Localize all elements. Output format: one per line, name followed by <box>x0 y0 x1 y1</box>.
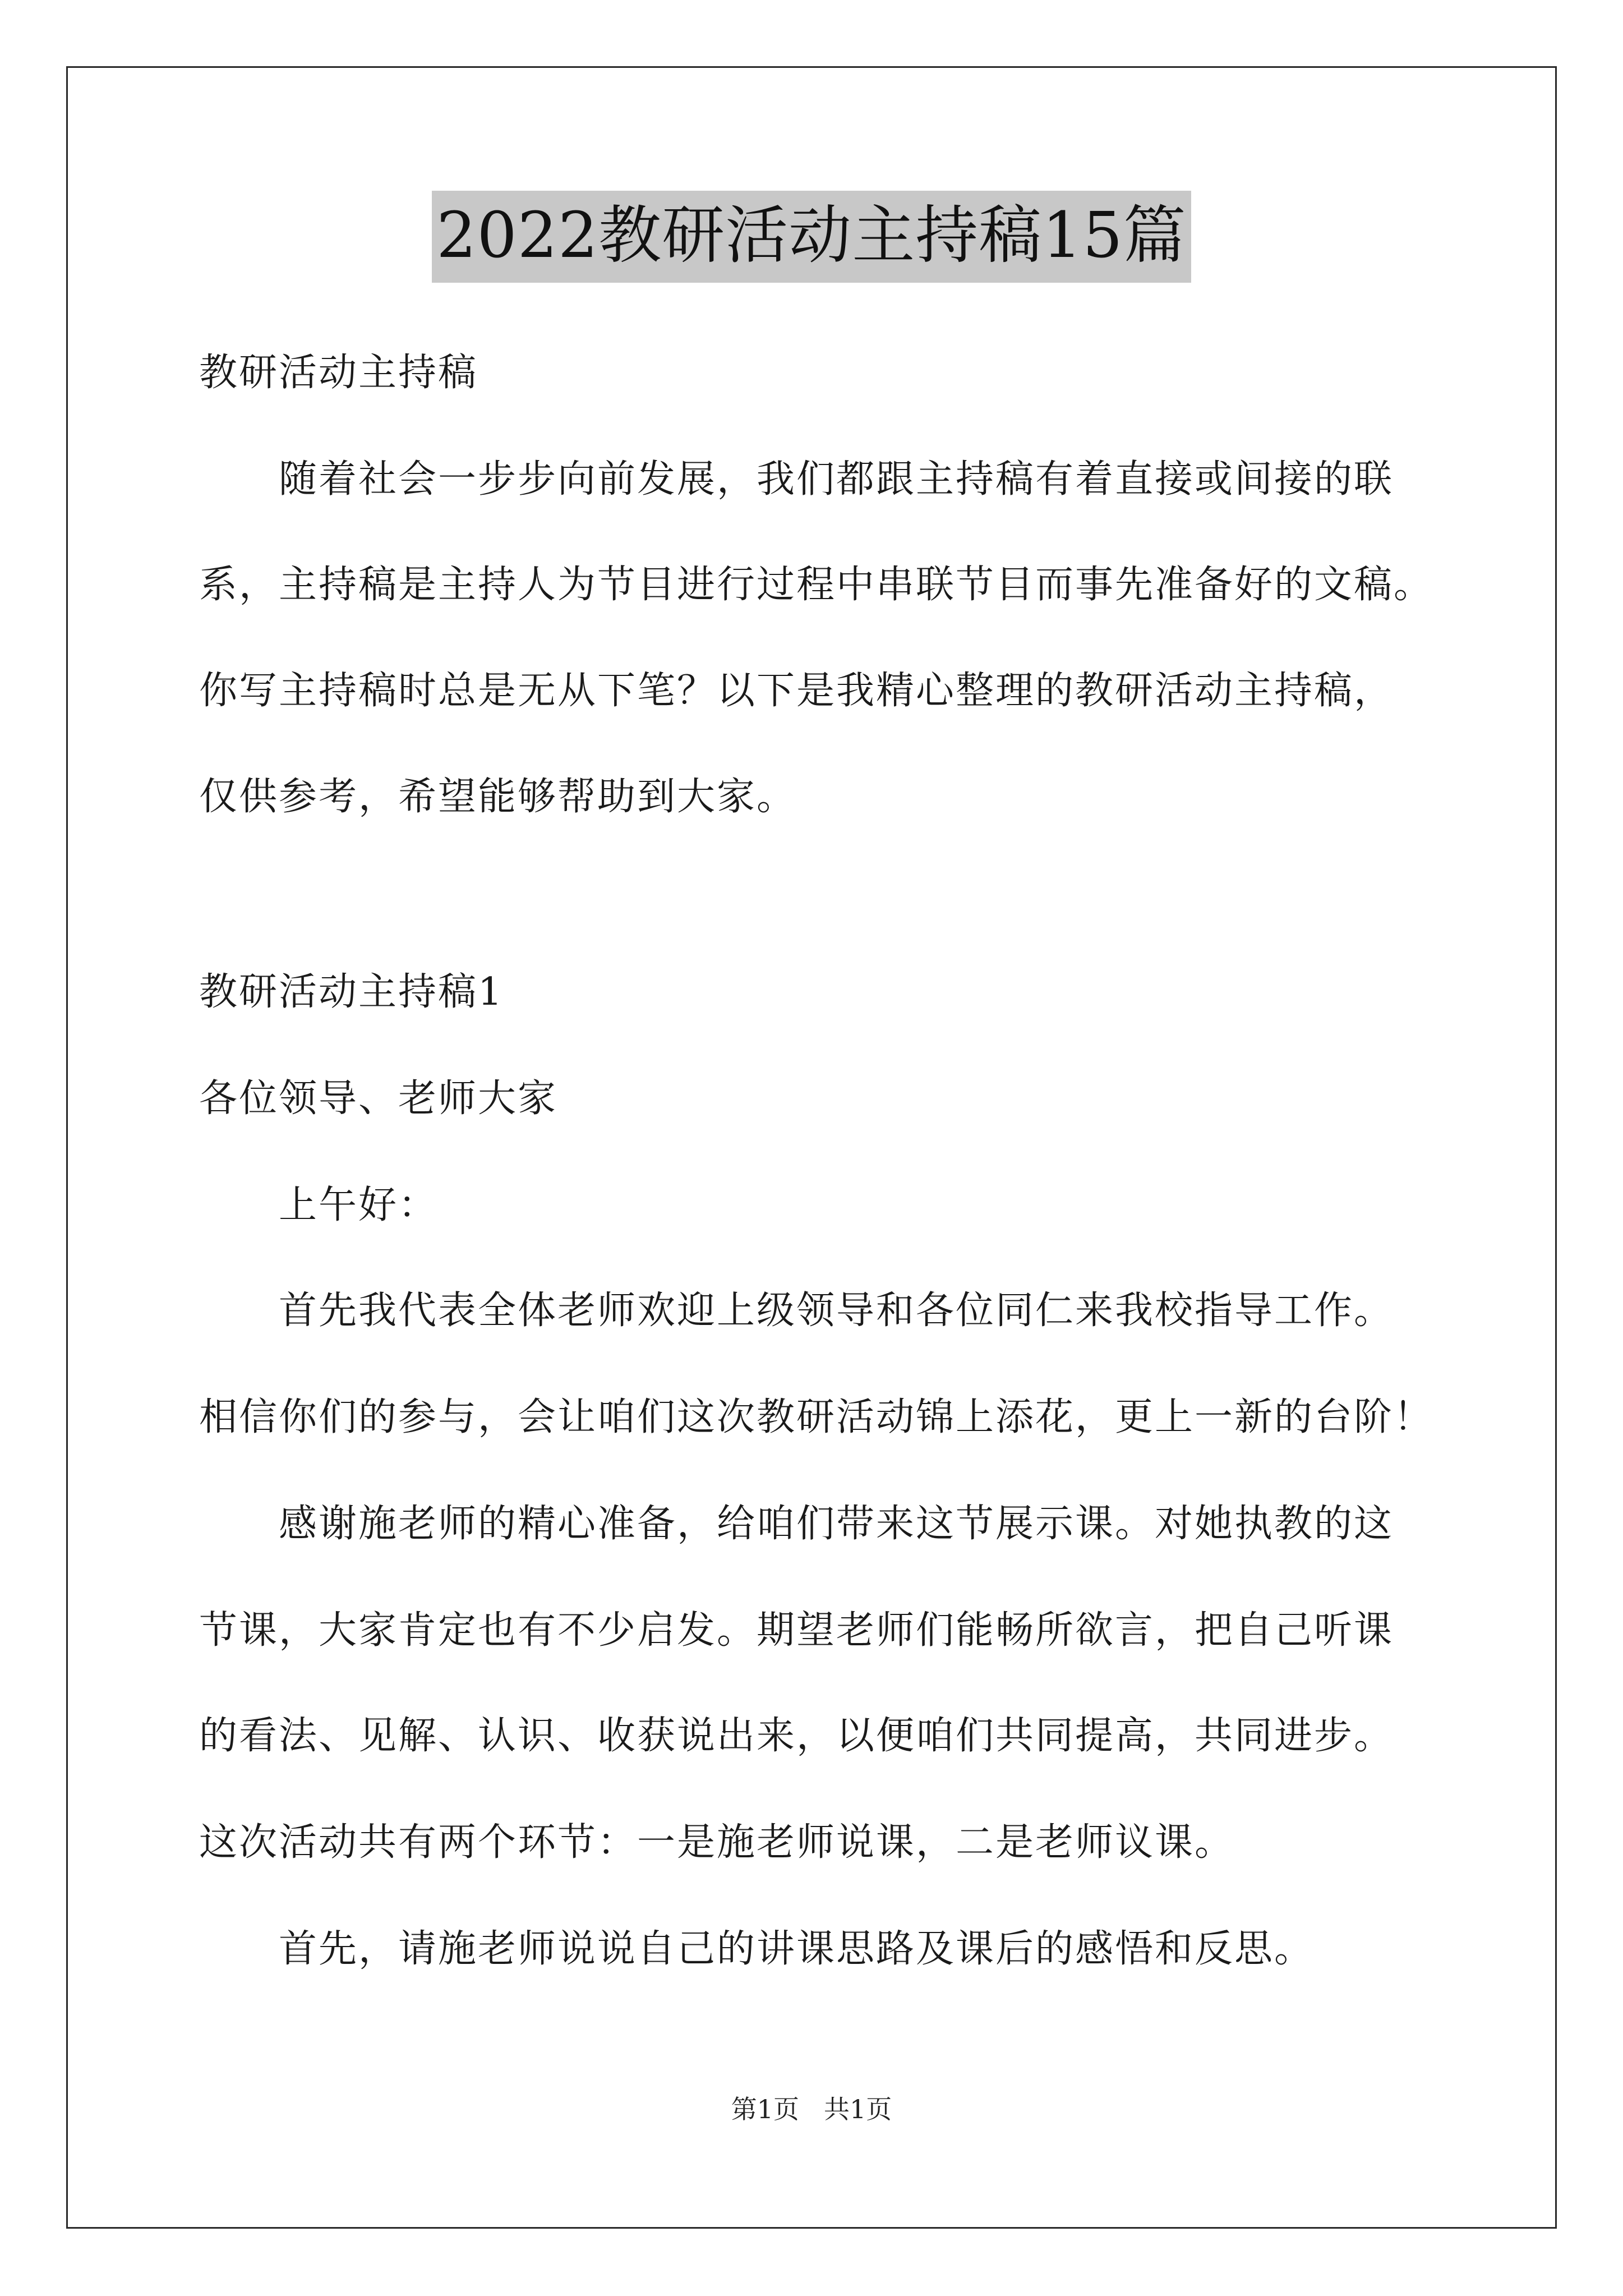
section-heading: 教研活动主持稿 <box>199 351 478 395</box>
body-line: 节课，大家肯定也有不少启发。期望老师们能畅所欲言，把自己听课 <box>199 1608 1394 1653</box>
title-area <box>0 191 1623 283</box>
greeting-line: 各位领导、老师大家 <box>199 1076 558 1121</box>
document-title: 2022教研活动主持稿15篇 <box>432 191 1191 283</box>
page-total: 共1页 <box>824 2094 892 2124</box>
page-footer <box>0 2092 1623 2126</box>
body-line: 首先我代表全体老师欢迎上级领导和各位同仁来我校指导工作。 <box>199 1289 1394 1333</box>
body-line: 感谢施老师的精心准备，给咱们带来这节展示课。对她执教的这 <box>199 1502 1394 1546</box>
greeting-line: 上午好： <box>199 1183 439 1227</box>
page-number: 第1页 <box>731 2094 799 2124</box>
body-line: 系，主持稿是主持人为节目进行过程中串联节目而事先准备好的文稿。 <box>199 563 1434 607</box>
body-line: 首先，请施老师说说自己的讲课思路及课后的感悟和反思。 <box>199 1927 1315 1971</box>
body-line: 相信你们的参与，会让咱们这次教研活动锦上添花，更上一新的台阶！ <box>199 1395 1434 1439</box>
body-line: 仅供参考，希望能够帮助到大家。 <box>199 775 797 819</box>
body-line: 这次活动共有两个环节：一是施老师说课，二是老师议课。 <box>199 1820 1235 1865</box>
body-line: 你写主持稿时总是无从下笔？以下是我精心整理的教研活动主持稿， <box>199 669 1394 713</box>
body-line: 随着社会一步步向前发展，我们都跟主持稿有着直接或间接的联 <box>199 457 1394 501</box>
body-line: 的看法、见解、认识、收获说出来，以便咱们共同提高，共同进步。 <box>199 1714 1394 1758</box>
section-heading: 教研活动主持稿1 <box>199 970 504 1014</box>
